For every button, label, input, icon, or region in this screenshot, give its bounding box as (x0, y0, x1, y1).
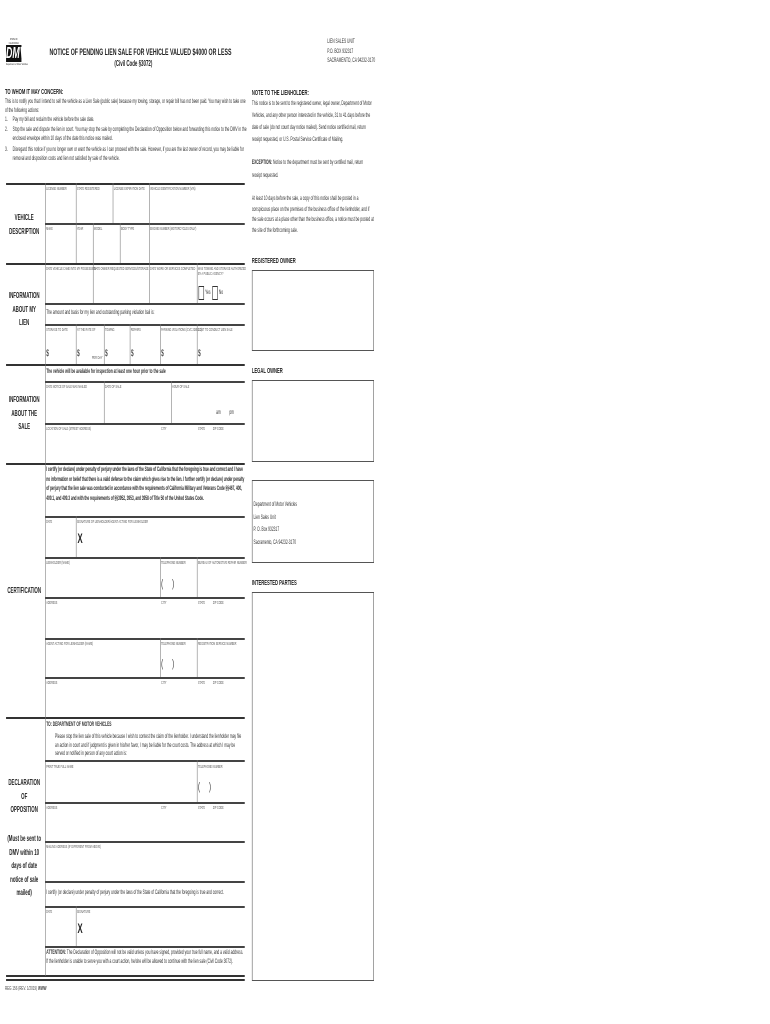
interested-parties-label: INTERESTED PARTIES (251, 578, 297, 587)
city-field[interactable]: CITY (161, 426, 167, 431)
logo-text: DMV (6, 45, 26, 62)
make-field[interactable]: MAKE (46, 226, 53, 231)
divider (45, 638, 245, 640)
dollar-sign: $ (161, 348, 164, 358)
label-line: OF (21, 791, 28, 801)
label-line: LIEN (19, 318, 30, 327)
attention-label: ATTENTION: (46, 950, 66, 956)
storage-field[interactable]: STORAGE TO DATE (46, 327, 68, 332)
bar-number-field[interactable]: BUREAU OF AUTOMOTIVE REPAIR NUMBER (198, 560, 247, 565)
section-label-vehicle (6, 211, 42, 238)
inspection-text: The vehicle will be available for inspection at least one hour prior to the sale (46, 369, 166, 375)
item-number: 3. (4, 147, 8, 153)
divider (6, 463, 245, 465)
section-label-lien (6, 289, 42, 330)
item-number: 2. (4, 127, 8, 133)
address-line: Lien Sales Unit (253, 514, 276, 521)
label-line: VEHICLE (14, 213, 34, 222)
signature-x-mark: X (77, 920, 83, 936)
body-type-field[interactable]: BODY TYPE (121, 226, 135, 231)
phone-paren-open: ( (198, 781, 201, 793)
am-label: am (216, 410, 221, 416)
divider (45, 183, 46, 976)
lienholder-phone-field[interactable]: TELEPHONE NUMBER (161, 560, 186, 565)
decl-address-field[interactable]: ADDRESS (46, 805, 58, 810)
note-text: This notice is to be sent to the registered owner, legal owner, Department of Motor Vehicles, and any other person interested in the vehicle, 31 to 41 days before the date of sale (do not count day notice mailed). Send notice certified mail, return receipt requested, or U.S. Postal Service Certificate of Mailing. (251, 101, 372, 143)
print-name-field[interactable]: PRINT TRUE FULL NAME (46, 764, 74, 769)
yes-checkbox[interactable] (199, 286, 205, 300)
dmv-address (254, 499, 374, 549)
item-text: Disregard this notice if you no longer own or want the vehicle as I can proceed with the sale. However, if you are the last owner of record, you may be liable for removal and disposition costs and lien not satisfied by sale of the vehicle. (12, 147, 244, 162)
certification-text: I certify (or declare) under penalty of perjury under the laws of the State of California that the foregoing is true and correct and I have no information or belief that there is a valid defense to the claim which gives rise to the lien. I further certify (or declare) under penalty of perjury that the lien sale was conducted in accordance with the requirements of California Military and Veterans Code §§467, 400, 409.1, and 409.3 and with the requirements of §§3952, 3953, and 3958 of Title 50 of the United States Code. (46, 467, 245, 502)
location-field[interactable]: LOCATION OF SALE (STREET ADDRESS) (46, 426, 92, 431)
divider (45, 841, 245, 843)
form-id: REG 156 (REV. 1/2019) (4, 986, 38, 992)
decl-zip-field[interactable]: ZIP CODE (212, 805, 224, 810)
lien-amount-text: The amount and basis for my lien and outstanding parking violation bail is: (46, 310, 155, 316)
license-expiration-field[interactable]: LICENSE EXPIRATION DATE (113, 186, 145, 191)
dmv-logo (6, 37, 28, 66)
divider (45, 423, 245, 425)
exception-text: Notice to the department must be sent by certified mail, return receipt requested. (251, 160, 364, 179)
label-line: ABOUT MY (12, 304, 36, 314)
note-exception (252, 157, 374, 183)
label-line: BY A PUBLIC AGENCY? (198, 271, 224, 276)
phone-paren-open: ( (161, 658, 164, 670)
signature-x-mark: X (77, 530, 83, 546)
intro-item-1 (5, 116, 247, 125)
label-line: DESCRIPTION (9, 226, 40, 236)
label-line: days of date (11, 861, 38, 870)
parking-field[interactable]: PARKING VIOLATIONS (CVC 22851.1) (161, 327, 202, 332)
lienholder-city-field[interactable]: CITY (161, 600, 167, 605)
address-line: P.O. BOX 932317 (327, 48, 354, 55)
address-line: LIEN SALES UNIT (327, 39, 355, 45)
cert-date-field[interactable]: DATE (46, 519, 53, 524)
authorized-question (198, 266, 246, 276)
dollar-sign: $ (77, 348, 80, 358)
legal-owner-box[interactable] (252, 380, 374, 462)
dollar-sign: $ (46, 348, 49, 358)
registered-owner-label: REGISTERED OWNER (251, 256, 296, 265)
divider (45, 881, 245, 883)
intro-text: This is to notify you that I intend to sell the vehicle as a Lien Sale (public sale) because my towing, storage, or repair bill has not been paid. You may wish to take one of the following actions: (4, 99, 246, 114)
label-line: ABOUT THE (11, 408, 38, 418)
lien-sales-unit-address (327, 38, 375, 67)
no-label: No (218, 290, 224, 296)
date-of-sale-field[interactable]: DATE OF SALE (105, 384, 122, 389)
dollar-sign: $ (198, 348, 201, 358)
item-text: Pay my bill and reclaim the vehicle before the sale date. (12, 117, 95, 123)
intro-item-2 (5, 126, 247, 143)
divider (149, 183, 150, 263)
cert-signature-field[interactable]: SIGNATURE OF LIENHOLDER/AGENT ACTING FOR LIENHOLDER (77, 519, 149, 524)
decl-city-field[interactable]: CITY (161, 805, 167, 810)
lienholder-address-field[interactable]: ADDRESS (46, 600, 58, 605)
decl-state-field[interactable]: STATE (198, 805, 206, 810)
lienholder-name-field[interactable]: LIENHOLDER (NAME) (46, 560, 70, 565)
lienholder-state-field[interactable]: STATE (198, 600, 206, 605)
divider (6, 979, 245, 981)
decl-signature-field[interactable]: SIGNATURE (77, 909, 91, 914)
label-line: WAS TOWING AND STORAGE AUTHORIZED (198, 266, 246, 271)
attention-text: The Declaration of Opposition will not be valid unless you have signed, provided your true full name, and a valid address. If the lienholder is unable to serve you with a court action, he/she will be allowed to continue with the lien sale (Civil Code 3072). (46, 950, 244, 965)
phone-paren-close: ) (209, 781, 212, 793)
registered-owner-box[interactable] (252, 270, 374, 351)
agent-state-field[interactable]: STATE (198, 680, 206, 685)
intro-heading: TO WHOM IT MAY CONCERN: (4, 87, 64, 96)
divider (45, 760, 245, 762)
date-requested-field[interactable]: DATE OWNER REQUESTED SERVICES/STORAGE (94, 266, 149, 271)
no-checkbox[interactable] (212, 286, 218, 300)
date-completed-field[interactable]: DATE WORK OR SERVICES COMPLETED (150, 266, 196, 271)
model-field[interactable]: MODEL (94, 226, 103, 231)
divider (76, 183, 77, 263)
label-line: notice of sale (10, 874, 39, 884)
interested-parties-box[interactable] (252, 592, 374, 981)
dollar-sign: $ (130, 348, 134, 358)
cost-field[interactable]: COST TO CONDUCT LIEN SALE (198, 327, 233, 332)
lienholder-zip-field[interactable]: ZIP CODE (212, 600, 224, 605)
rate-field[interactable]: AT THE RATE OF (77, 327, 96, 332)
declaration-certify-text: I certify (or declare) under penalty of perjury under the laws of the State of California that the foregoing is true and correct. (46, 890, 224, 896)
agent-phone-field[interactable]: TELEPHONE NUMBER (161, 641, 186, 646)
declaration-text: Please stop the lien sale of this vehicle because I wish to contest the claim of the lienholder. I understand the lienholder may file an action in court and if judgment is given in his/her favor, I may be liable for the court costs. The address at which I may be served or notified in person of any court action is: (55, 734, 242, 757)
page-subtitle: (Civil Code §3072) (114, 59, 153, 68)
label-line: DECLARATION (8, 778, 41, 787)
phone-paren-close: ) (172, 578, 175, 590)
logo-dept: Department of Motor Vehicles (6, 62, 28, 66)
zip-field[interactable]: ZIP CODE (212, 426, 224, 431)
pm-label: pm (229, 410, 234, 416)
item-text: Stop the sale and dispute the lien in court. You may stop the sale by completing the Declaration of Opposition below and forwarding this notice to the DMV in the enclosed envelope within 10 days of the date this notice was mailed. (12, 127, 247, 142)
label-line: (Must be sent to (7, 834, 42, 843)
attention-note (46, 949, 245, 967)
divider (45, 303, 245, 305)
exception-label: EXCEPTION: (251, 160, 273, 166)
intro-item-3 (5, 146, 247, 163)
divider (6, 717, 245, 719)
agent-address-field[interactable]: ADDRESS (46, 680, 58, 685)
page-title: NOTICE OF PENDING LIEN SALE FOR VEHICLE VALUED $4000 OR LESS (49, 47, 232, 58)
legal-owner-label: LEGAL OWNER (251, 366, 283, 375)
address-line: SACRAMENTO, CA 94232-3170 (327, 58, 376, 64)
dmv-address-box (252, 480, 374, 563)
label-line: INFORMATION (8, 395, 40, 404)
label-line: OPPOSITION (10, 805, 38, 814)
divider (6, 364, 245, 366)
divider (45, 946, 245, 948)
address-line: Sacramento, CA 94232-3170 (253, 539, 297, 546)
yes-label: Yes (205, 290, 211, 296)
divider (6, 975, 245, 977)
note-heading: NOTE TO THE LIENHOLDER: (251, 88, 309, 97)
divider (6, 263, 245, 265)
state-field[interactable]: STATE (198, 426, 206, 431)
hour-of-sale-field[interactable]: HOUR OF SALE (172, 384, 190, 389)
divider (45, 677, 245, 679)
phone-paren-close: ) (172, 658, 175, 670)
towing-field[interactable]: TOWING (105, 327, 115, 332)
registration-service-field[interactable]: REGISTRATION SERVICE NUMBER (198, 641, 237, 646)
state-registered-field[interactable]: STATE REGISTERED (77, 186, 100, 191)
divider (45, 557, 245, 559)
mailing-address-field[interactable]: MAILING ADDRESS (IF DIFFERENT FROM ABOVE) (46, 844, 101, 849)
agent-city-field[interactable]: CITY (161, 680, 167, 685)
per-day-label: PER DAY (91, 355, 103, 360)
date-mailed-field[interactable]: DATE NOTICE OF SALE WAS MAILED (46, 384, 87, 389)
section-label-declaration (6, 776, 42, 817)
date-possession-field[interactable]: DATE VEHICLE CAME INTO MY POSSESSION (46, 266, 96, 271)
agent-name-field[interactable]: AGENT ACTING FOR LIENHOLDER (NAME) (46, 641, 94, 646)
declaration-deadline-note (6, 832, 42, 900)
label-line: mailed) (16, 888, 32, 897)
note-posting-text: At least 10 days before the sale, a copy of this notice shall be posted in a conspicuous place on the premises of the business office of the lienholder, and if the sale occurs at a place other than the business office, a notice must be posted at the site of the forthcoming sale. (251, 196, 374, 234)
section-label-certification: CERTIFICATION (7, 586, 42, 595)
address-line: Department of Motor Vehicles (253, 502, 298, 508)
section-label-sale (6, 393, 42, 434)
dollar-sign: $ (105, 348, 108, 358)
logo-state: STATE OF CALIFORNIA (8, 37, 19, 45)
phone-paren-open: ( (161, 578, 164, 590)
item-number: 1. (4, 117, 8, 123)
address-line: P. O. Box 932317 (253, 527, 280, 533)
divider (45, 802, 245, 804)
label-line: SALE (18, 422, 31, 431)
divider (45, 597, 245, 599)
agent-zip-field[interactable]: ZIP CODE (212, 680, 224, 685)
vin-field[interactable]: VEHICLE IDENTIFICATION NUMBER (VIN) (150, 186, 196, 191)
declaration-to: TO: DEPARTMENT OF MOTOR VEHICLES (46, 722, 112, 728)
divider (45, 381, 245, 383)
year-field[interactable]: YEAR (77, 226, 84, 231)
decl-date-field[interactable]: DATE (46, 909, 53, 914)
form-www: WWW (37, 986, 47, 992)
label-line: DMV within 10 (9, 847, 40, 857)
engine-number-field[interactable]: ENGINE NUMBER (MOTORCYCLES ONLY) (150, 226, 197, 231)
label-line: INFORMATION (8, 291, 40, 300)
decl-phone-field[interactable]: TELEPHONE NUMBER (198, 764, 223, 769)
license-number-field[interactable]: LICENSE NUMBER (46, 186, 67, 191)
form-footer (5, 986, 47, 992)
divider (6, 183, 245, 185)
repairs-field[interactable]: REPAIRS (130, 327, 141, 332)
